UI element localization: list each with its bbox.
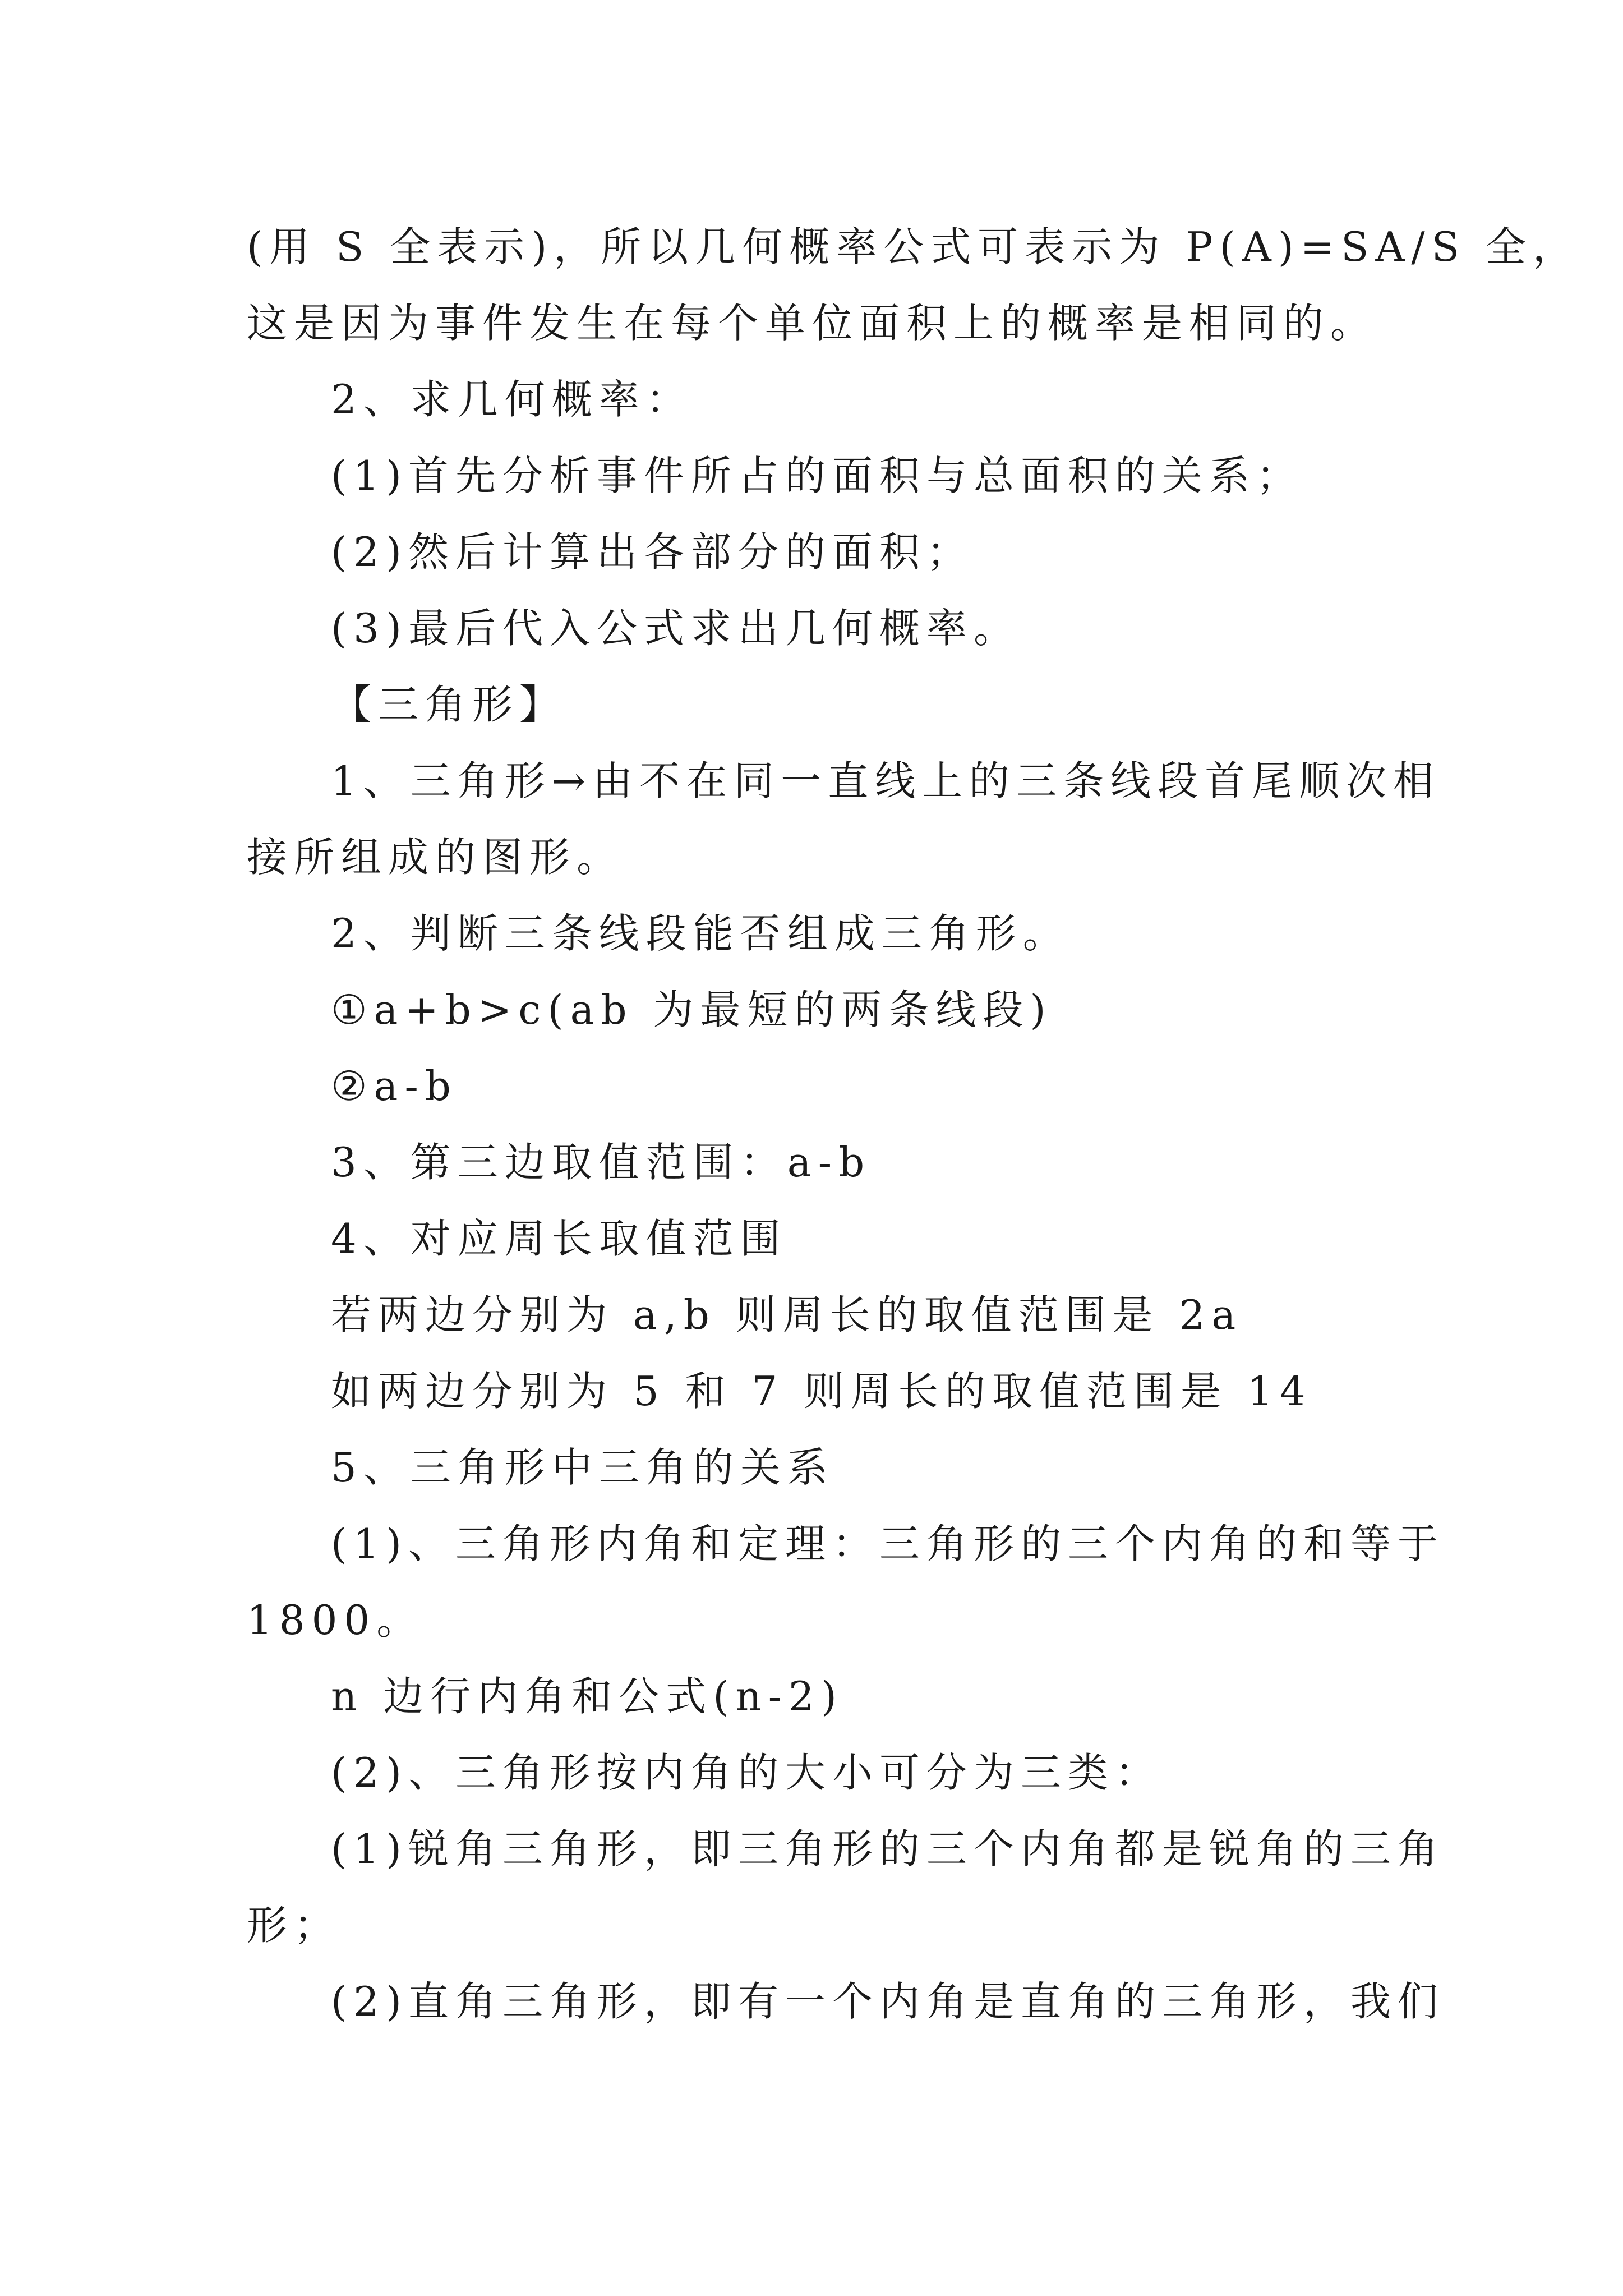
text-line-10: 2、判断三条线段能否组成三角形。	[331, 910, 1070, 957]
text-line-23: 形；	[247, 1902, 342, 1949]
text-line-15: 若两边分别为 a,b 则周长的取值范围是 2a	[331, 1291, 1243, 1338]
text-line-21: (2)、三角形按内角的大小可分为三类：	[331, 1749, 1162, 1796]
text-line-13: 3、第三边取值范围：a-b	[331, 1139, 872, 1186]
text-line-14: 4、对应周长取值范围	[331, 1215, 787, 1262]
text-line-20: n 边行内角和公式(n-2)	[331, 1673, 843, 1720]
section-heading-triangle: 【三角形】	[331, 681, 567, 728]
text-line-8: 1、三角形→由不在同一直线上的三条线段首尾顺次相	[331, 757, 1441, 804]
text-line-18: (1)、三角形内角和定理：三角形的三个内角的和等于	[331, 1520, 1445, 1567]
text-line-11: ①a+b>c(ab 为最短的两条线段)	[331, 986, 1053, 1033]
text-line-16: 如两边分别为 5 和 7 则周长的取值范围是 14	[331, 1368, 1312, 1415]
text-line-17: 5、三角形中三角的关系	[331, 1444, 834, 1491]
text-line-2: 这是因为事件发生在每个单位面积上的概率是相同的。	[247, 300, 1378, 347]
text-line-1: (用 S 全表示)，所以几何概率公式可表示为 P(A)=SA/S 全，	[247, 223, 1580, 270]
text-line-22: (1)锐角三角形，即三角形的三个内角都是锐角的三角	[331, 1825, 1445, 1872]
text-line-12: ②a-b	[331, 1062, 458, 1110]
text-line-9: 接所组成的图形。	[247, 834, 624, 881]
text-line-3: 2、求几何概率：	[331, 376, 693, 423]
text-line-4: (1)首先分析事件所占的面积与总面积的关系；	[331, 452, 1303, 499]
text-line-6: (3)最后代入公式求出几何概率。	[331, 605, 1021, 652]
text-line-24: (2)直角三角形，即有一个内角是直角的三角形，我们	[331, 1978, 1445, 2025]
text-line-5: (2)然后计算出各部分的面积；	[331, 528, 974, 576]
document-body	[247, 209, 1580, 2040]
text-line-19: 1800。	[247, 1596, 424, 1644]
